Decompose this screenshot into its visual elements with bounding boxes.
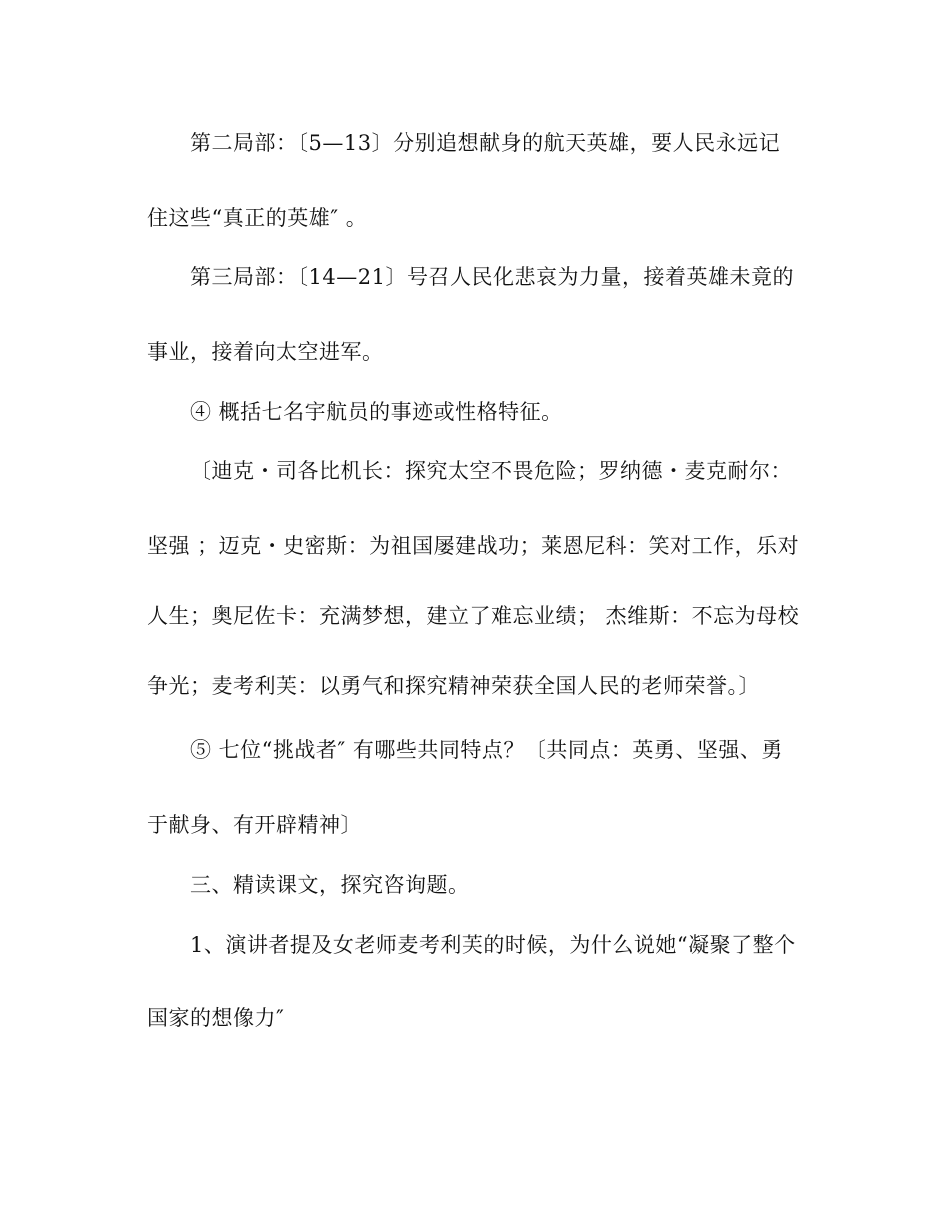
- question-one-line-1: 1、演讲者提及女老师麦考利芙的时候，为什么说她“凝聚了整个: [190, 933, 796, 957]
- paragraph-part-two-line-2: 住这些“真正的英雄″ 。: [147, 206, 368, 230]
- answer-four-line-4: 争光；麦考利芙：以勇气和探究精神荣获全国人民的老师荣誉。〕: [147, 674, 760, 698]
- question-one-line-2: 国家的想像力″: [147, 1006, 285, 1030]
- question-four: ④ 概括七名宇航员的事迹或性格特征。: [190, 400, 563, 424]
- answer-four-line-3: 人生；奥尼佐卡：充满梦想，建立了难忘业绩； 杰维斯：不忘为母校: [147, 604, 800, 628]
- answer-four-line-1: 〔迪克・司各比机长：探究太空不畏危险；罗纳德・麦克耐尔：: [190, 459, 792, 483]
- question-five-line-1: ⑤ 七位“挑战者″ 有哪些共同特点？〔共同点：英勇、坚强、勇: [190, 738, 783, 762]
- answer-four-line-2: 坚强 ；迈克・史密斯：为祖国屡建战功；莱恩尼科：笑对工作，乐对: [147, 534, 800, 558]
- paragraph-part-three-line-1: 第三局部：〔14—21〕号召人民化悲哀为力量，接着英雄未竟的: [190, 265, 794, 289]
- section-three-heading: 三、精读课文，探究咨询题。: [190, 873, 470, 897]
- paragraph-part-three-line-2: 事业，接着向太空进军。: [147, 340, 384, 364]
- question-five-line-2: 于献身、有开辟精神〕: [147, 813, 362, 837]
- paragraph-part-two-line-1: 第二局部：〔5—13〕分别追想献身的航天英雄，要人民永远记: [190, 131, 781, 155]
